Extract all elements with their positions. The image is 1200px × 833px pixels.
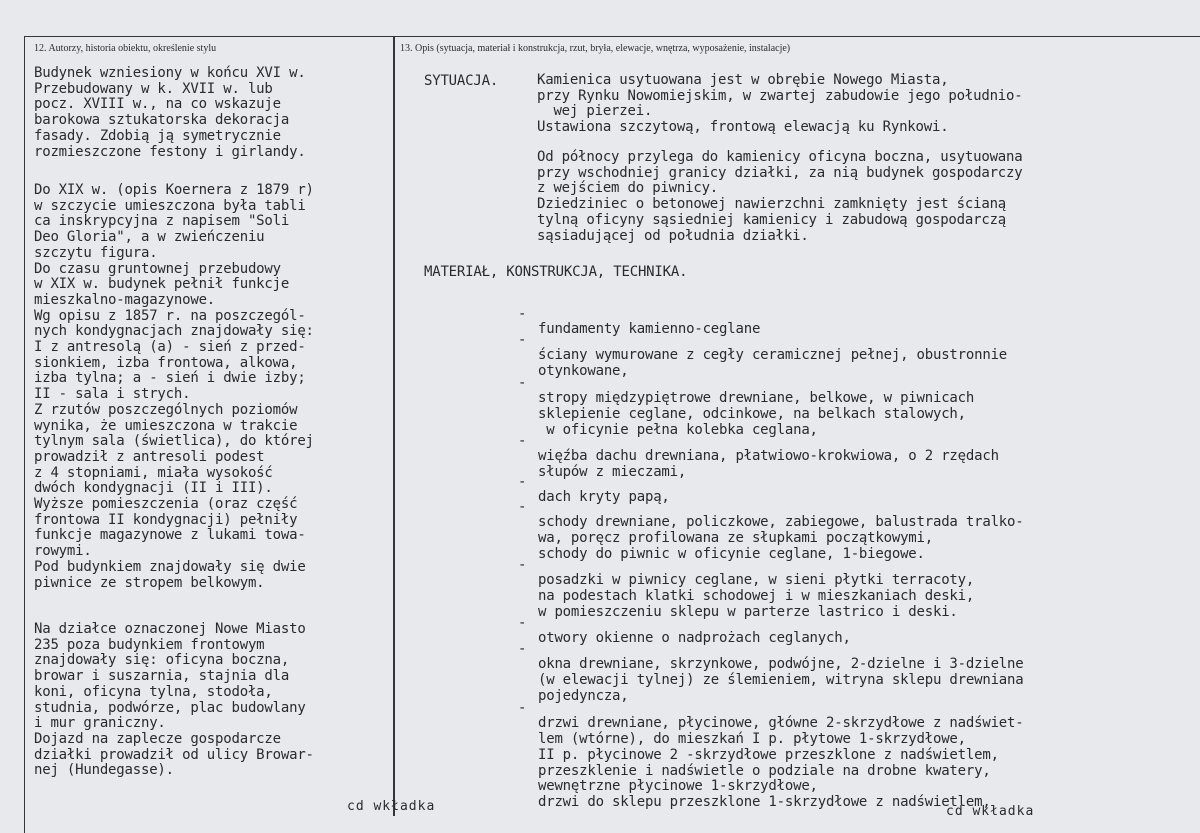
material-item-text: posadzki w piwnicy ceglane, w sieni płytki terracoty, na podestach klatki schodowej i w mieszkaniach deski, w pomieszczeniu sklepu w parterze lastrico i deski. <box>538 572 975 620</box>
material-item-text: drzwi drewniane, płycinowe, główne 2-skrzydłowe z nadświet- lem (wtórne), do mieszkań I p. płytowe 1-skrzydłowe, II p. płycinowe 2 -skrzydłowe przeszklone z nadświetlem, przeszklenie i nadświetle o podziale na drobne kwatery, wewnętrzne płycinowe 1-skrzydłowe, drzwi do sklepu przeszklone 1-skrzydłowe z nadświetlem, <box>538 715 1024 810</box>
material-item-doors <box>518 685 1178 810</box>
left-column-text <box>34 65 394 779</box>
right-column-header: 13. Opis (sytuacja, materiał i konstrukcja, rzut, bryła, elewacje, wnętrza, wyposażenie, instalacje) <box>400 43 791 54</box>
list-dash: - <box>518 374 527 391</box>
list-dash: - <box>518 614 527 631</box>
left-paragraph-history: Do XIX w. (opis Koernera z 1879 r) w szczycie umieszczona była tabli ca inskrypcyjna z napisem "Soli Deo Gloria", a w zwieńczeniu szczytu figura. Do czasu gruntownej przebudowy w XIX w. budynek pełnił funkcje mieszkalno-magazynowe. Wg opisu z 1857 r. na poszczegól- nych kondygnacjach znajdowały się: I z antresolą (a) - sień z przed- sionkiem, izba frontowa, alkowa, izba tylna; a - sień i dwie izby; II - sala i strych. Z rzutów poszczególnych poziomów wynika, że umieszczona w trakcie tylnym sala (świetlica), do której prowadził z antresoli podest z 4 stopniami, miała wysokość dwóch kondygnacji (II i III). Wyższe pomieszczenia (oraz część frontowa II kondygnacji) pełniły funkcje magazynowe z lukami towa- rowymi. Pod budynkiem znajdowały się dwie piwnice ze stropem belkowym. <box>34 182 314 591</box>
material-item-text: ściany wymurowane z cegły ceramicznej pełnej, obustronnie otynkowane, <box>538 347 1008 380</box>
list-dash: - <box>518 331 527 348</box>
list-dash: - <box>518 556 527 573</box>
left-paragraph-construction: Budynek wzniesiony w końcu XVI w. Przebudowany w k. XVII w. lub pocz. XVIII w., na co wskazuje barokowa sztukatorska dekoracja fasady. Zdobią ją symetrycznie rozmieszczone festony i girlandy. <box>34 65 306 160</box>
column-divider <box>393 36 395 816</box>
list-dash: - <box>518 699 527 716</box>
material-item-text: otwory okienne o nadprożach ceglanych, <box>538 630 851 647</box>
material-item-text: schody drewniane, policzkowe, zabiegowe, balustrada tralko- wa, poręcz profilowana ze słupkami początkowymi, schody do piwnic w oficynie ceglane, 1-biegowe. <box>538 514 1024 562</box>
material-item-text: okna drewniane, skrzynkowe, podwójne, 2-dzielne i 3-dzielne (w elewacji tylnej) ze ślemieniem, witryna sklepu drewniana pojedyncza, <box>538 656 1024 704</box>
material-item-text: więźba dachu drewniana, płatwiowo-krokwiowa, o 2 rzędach słupów z mieczami, <box>538 448 999 481</box>
situation-label: SYTUACJA. <box>424 73 499 89</box>
material-label: MATERIAŁ, KONSTRUKCJA, TECHNIKA. <box>424 264 688 280</box>
frame-left-rule <box>24 36 25 833</box>
material-item-stairs <box>518 484 1178 562</box>
right-footer-note: cd wkładka <box>946 804 1035 819</box>
left-paragraph-plot: Na działce oznaczonej Nowe Miasto 235 poza budynkiem frontowym znajdowały się: oficyna boczna, browar i suszarnia, stajnia dla koni, oficyna tylna, stodoła, studnia, podwórze, plac budowlany i mur graniczny. Dojazd na zaplecze gospodarcze działki prowadził od ulicy Browar- nej (Hundegasse). <box>34 621 314 779</box>
left-column-header: 12. Autorzy, historia obiektu, określenie stylu <box>34 43 217 54</box>
material-item-text: dach kryty papą, <box>538 489 670 506</box>
list-dash: - <box>518 305 527 322</box>
material-item-ceilings <box>518 360 1178 438</box>
list-dash: - <box>518 640 527 657</box>
list-dash: - <box>518 432 527 449</box>
situation-text <box>537 72 1177 244</box>
frame-top-rule <box>24 36 1200 37</box>
material-item-text: fundamenty kamienno-ceglane <box>538 321 761 338</box>
list-dash: - <box>518 473 527 490</box>
material-item-floors <box>518 542 1178 620</box>
material-item-text: stropy międzypiętrowe drewniane, belkowe, w piwnicach sklepienie ceglane, odcinkowe, na belkach stalowych, w oficynie pełna kolebka ceglana, <box>538 390 975 438</box>
list-dash: - <box>518 498 527 515</box>
material-item-windows <box>518 626 1178 704</box>
situation-paragraph-1: Kamienica usytuowana jest w obrębie Nowego Miasta, przy Rynku Nowomiejskim, w zwartej zabudowie jego południo- wej pierzei. Ustawiona szczytową, frontową elewacją ku Rynkowi. <box>537 72 1023 136</box>
left-footer-note: cd wkładka <box>347 799 436 814</box>
situation-paragraph-2: Od północy przylega do kamienicy oficyna boczna, usytuowana przy wschodniej granicy działki, za nią budynek gospodarczy z wejściem do piwnicy. Dziedziniec o betonowej nawierzchni zamknięty jest ścianą tylną oficyny sąsiedniej kamienicy i zabudową gospodarczą sąsiadującej od południa działki. <box>537 149 1023 244</box>
